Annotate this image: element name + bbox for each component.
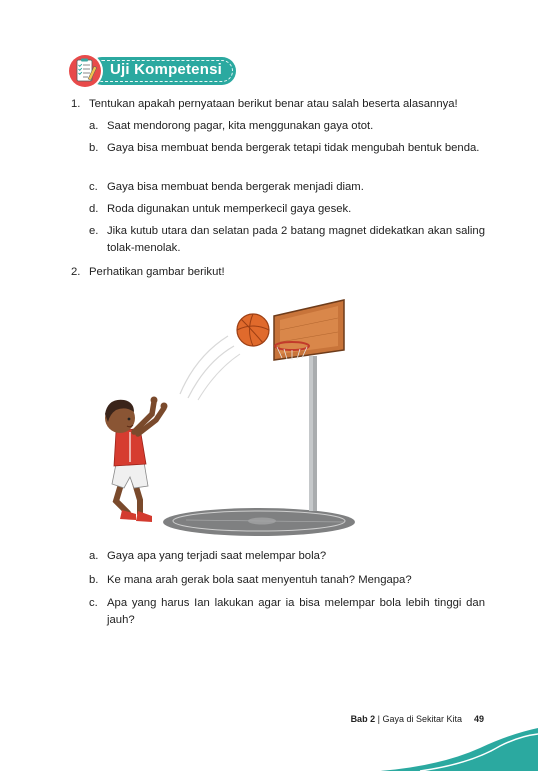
question-1 — [71, 96, 491, 113]
item-text: Ke mana arah gerak bola saat menyentuh tanah? Mengapa? — [107, 574, 412, 586]
item-text: Gaya apa yang terjadi saat melempar bola? — [107, 550, 327, 562]
question-2 — [71, 264, 491, 281]
section-title: Uji Kompetensi — [110, 61, 222, 78]
item-text: Jika kutub utara dan selatan pada 2 batang magnet didekatkan akan saling tolak-menolak. — [107, 225, 485, 254]
item-letter: a. — [89, 550, 99, 562]
question-text: Perhatikan gambar berikut! — [89, 266, 225, 278]
checklist-icon — [66, 52, 104, 90]
item-text: Saat mendorong pagar, kita menggunakan gaya otot. — [107, 120, 374, 132]
footer-wave-decoration — [380, 718, 538, 771]
q1-item-e — [89, 223, 485, 257]
q1-item-c — [89, 179, 485, 196]
q2-item-c — [89, 595, 485, 629]
footer-separator: | — [377, 714, 380, 724]
item-letter: b. — [89, 574, 99, 586]
item-letter: b. — [89, 142, 99, 154]
q2-item-b — [89, 572, 485, 589]
question-text: Tentukan apakah pernyataan berikut benar atau salah beserta alasannya! — [89, 98, 458, 110]
item-letter: e. — [89, 225, 99, 237]
item-letter: c. — [89, 597, 98, 609]
footer-chapter-number: Bab 2 — [350, 714, 376, 724]
boy-shooting-basketball-illustration — [94, 296, 364, 536]
item-letter: a. — [89, 120, 99, 132]
question-number: 2. — [71, 266, 81, 278]
q2-item-a — [89, 548, 485, 565]
item-text: Gaya bisa membuat benda bergerak menjadi diam. — [107, 181, 364, 193]
q1-item-d — [89, 201, 485, 218]
page-number: 49 — [474, 714, 485, 724]
q1-item-a — [89, 118, 485, 135]
item-letter: c. — [89, 181, 98, 193]
section-header-badge — [66, 52, 238, 90]
item-letter: d. — [89, 203, 99, 215]
q1-item-b — [89, 140, 485, 174]
question-number: 1. — [71, 98, 81, 110]
item-text: Roda digunakan untuk memperkecil gaya gesek. — [107, 203, 352, 215]
footer-chapter-title: Gaya di Sekitar Kita — [382, 714, 462, 724]
item-text: Apa yang harus Ian lakukan agar ia bisa melempar bola lebih tinggi dan jauh? — [107, 597, 485, 626]
item-text: Gaya bisa membuat benda bergerak tetapi tidak mengubah bentuk benda. — [107, 142, 480, 154]
